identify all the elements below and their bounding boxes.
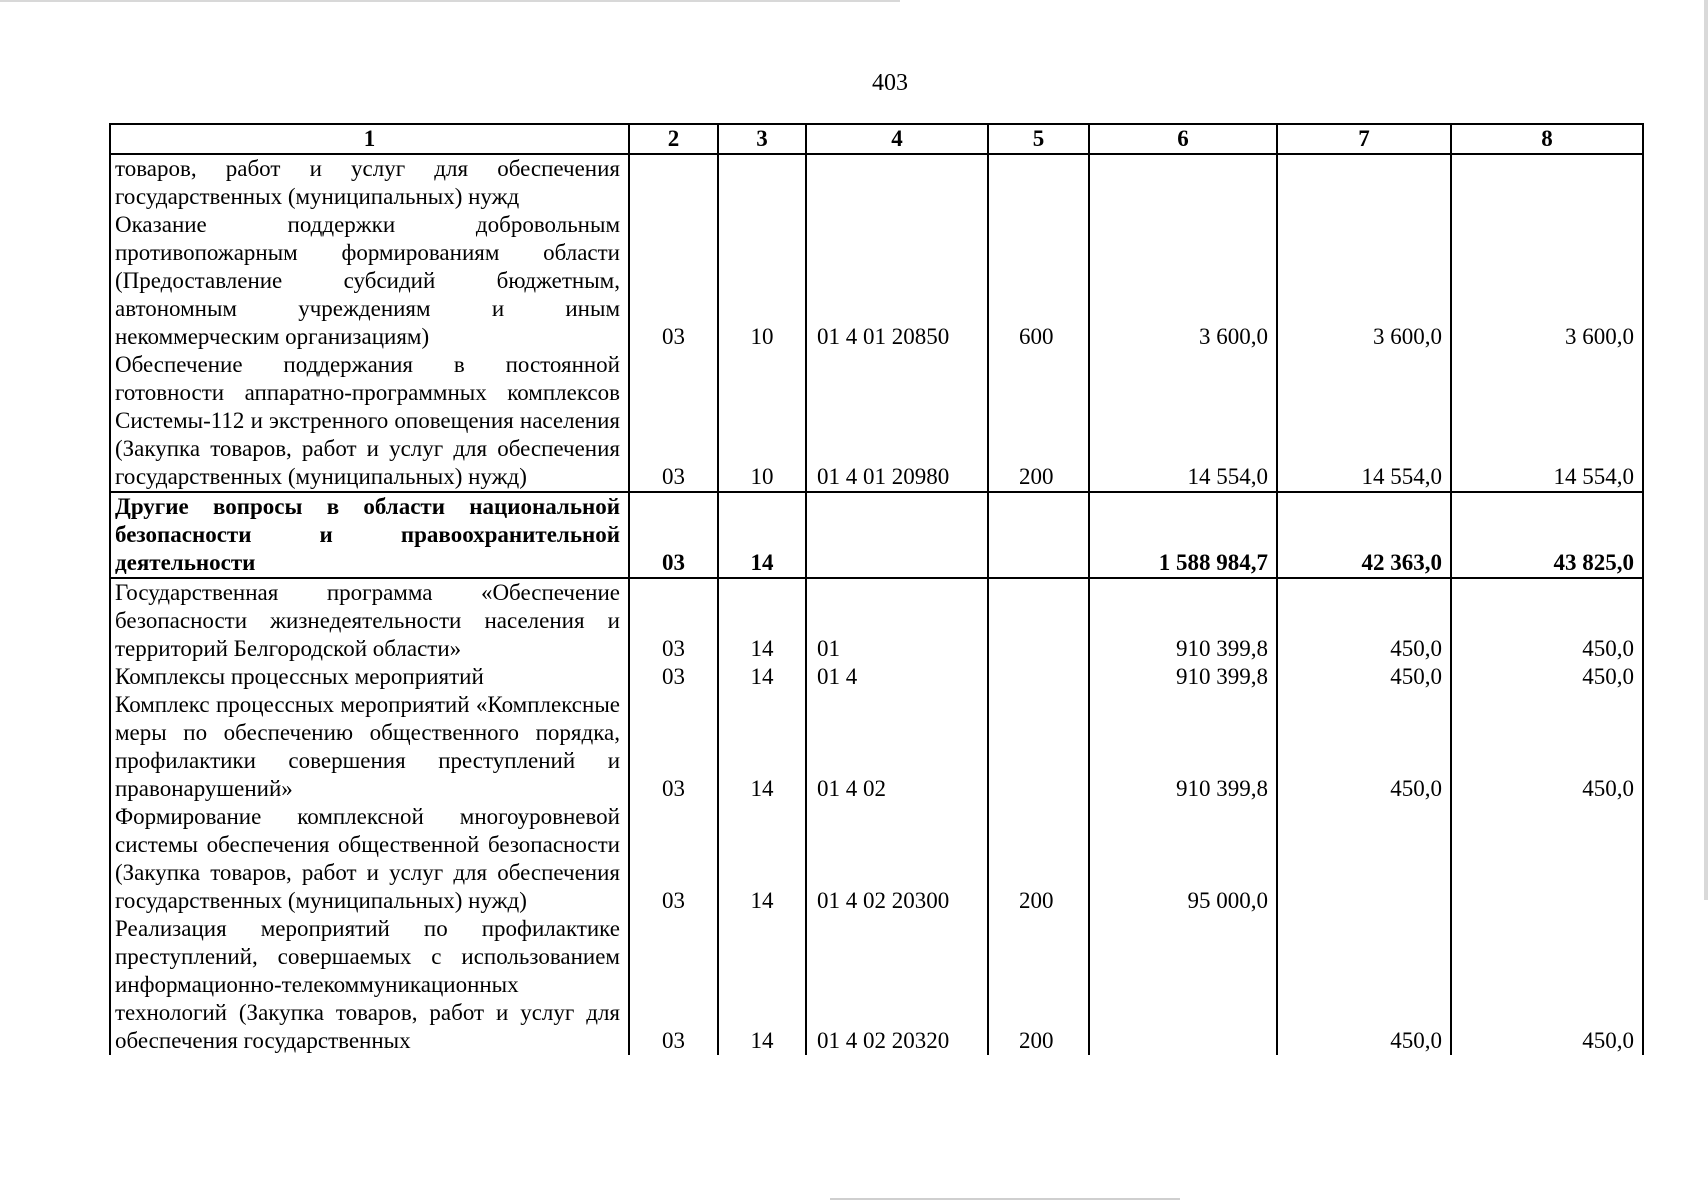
budget-table [109, 123, 1644, 1055]
row-description: Государственная программа «Обеспечение безопасности жизнедеятельности населения и территорий Белгородской области» [110, 578, 629, 663]
row-value-8: 450,0 [1451, 915, 1643, 1055]
header-col-2: 2 [629, 124, 718, 154]
scan-edge-top [0, 0, 900, 2]
row-expense-type [988, 663, 1089, 691]
table-row-section-total [110, 492, 1643, 578]
row-value-7: 450,0 [1277, 691, 1451, 803]
row-subsection: 10 [718, 211, 806, 351]
row-value-6: 14 554,0 [1089, 351, 1277, 492]
row-section: 03 [629, 663, 718, 691]
row-description: Другие вопросы в области национальной безопасности и правоохранительной деятельности [110, 492, 629, 578]
row-subsection [718, 154, 806, 211]
row-description: Реализация мероприятий по профилактике преступлений, совершаемых с использованием информационно-телекоммуникационных технологий (Закупка товаров, работ и услуг для обеспечения государственных [110, 915, 629, 1055]
row-value-8: 14 554,0 [1451, 351, 1643, 492]
row-value-8: 450,0 [1451, 663, 1643, 691]
row-target-article [806, 492, 988, 578]
row-expense-type: 200 [988, 803, 1089, 915]
row-value-8 [1451, 803, 1643, 915]
row-description: Оказание поддержки добровольным противопожарным формированиям области (Предоставление субсидий бюджетным, автономным учреждениям и иным некоммерческим организациям) [110, 211, 629, 351]
row-target-article [806, 154, 988, 211]
row-target-article: 01 4 01 20980 [806, 351, 988, 492]
row-value-7: 450,0 [1277, 663, 1451, 691]
row-value-8: 43 825,0 [1451, 492, 1643, 578]
row-description: Комплекс процессных мероприятий «Комплексные меры по обеспечению общественного порядка, профилактики совершения преступлений и правонарушений» [110, 691, 629, 803]
row-subsection: 10 [718, 351, 806, 492]
scan-edge-right [1704, 0, 1708, 900]
header-col-8: 8 [1451, 124, 1643, 154]
page-number: 403 [872, 70, 908, 96]
header-col-3: 3 [718, 124, 806, 154]
row-target-article: 01 4 02 20320 [806, 915, 988, 1055]
table-row [110, 915, 1643, 1055]
row-section: 03 [629, 211, 718, 351]
row-expense-type: 200 [988, 915, 1089, 1055]
row-value-6 [1089, 154, 1277, 211]
row-target-article: 01 4 [806, 663, 988, 691]
row-expense-type: 200 [988, 351, 1089, 492]
row-description: Комплексы процессных мероприятий [110, 663, 629, 691]
row-section: 03 [629, 803, 718, 915]
row-value-7: 14 554,0 [1277, 351, 1451, 492]
row-value-7: 3 600,0 [1277, 211, 1451, 351]
row-section: 03 [629, 351, 718, 492]
row-description: Обеспечение поддержания в постоянной готовности аппаратно-программных комплексов Системы-112 и экстренного оповещения населения (Закупка товаров, работ и услуг для обеспечения государственных (муниципальных) нужд) [110, 351, 629, 492]
table-row [110, 154, 1643, 211]
row-value-6: 910 399,8 [1089, 663, 1277, 691]
row-expense-type [988, 578, 1089, 663]
row-value-7 [1277, 803, 1451, 915]
row-value-6: 1 588 984,7 [1089, 492, 1277, 578]
row-value-6: 910 399,8 [1089, 578, 1277, 663]
row-subsection: 14 [718, 691, 806, 803]
table-row [110, 663, 1643, 691]
row-value-8: 3 600,0 [1451, 211, 1643, 351]
row-target-article: 01 4 02 20300 [806, 803, 988, 915]
row-expense-type [988, 154, 1089, 211]
row-value-7: 450,0 [1277, 915, 1451, 1055]
row-target-article: 01 4 01 20850 [806, 211, 988, 351]
row-description: Формирование комплексной многоуровневой системы обеспечения общественной безопасности (Закупка товаров, работ и услуг для обеспечения государственных (муниципальных) нужд) [110, 803, 629, 915]
row-subsection: 14 [718, 663, 806, 691]
header-col-5: 5 [988, 124, 1089, 154]
row-subsection: 14 [718, 492, 806, 578]
row-section [629, 154, 718, 211]
row-target-article: 01 [806, 578, 988, 663]
row-expense-type [988, 691, 1089, 803]
table-row [110, 351, 1643, 492]
row-expense-type [988, 492, 1089, 578]
row-target-article: 01 4 02 [806, 691, 988, 803]
row-section: 03 [629, 492, 718, 578]
row-section: 03 [629, 578, 718, 663]
row-value-7 [1277, 154, 1451, 211]
header-col-6: 6 [1089, 124, 1277, 154]
row-section: 03 [629, 691, 718, 803]
row-value-6: 910 399,8 [1089, 691, 1277, 803]
row-description: товаров, работ и услуг для обеспечения государственных (муниципальных) нужд [110, 154, 629, 211]
table-header-row [110, 124, 1643, 154]
row-section: 03 [629, 915, 718, 1055]
row-subsection: 14 [718, 803, 806, 915]
table-row [110, 211, 1643, 351]
table-row [110, 691, 1643, 803]
table-row [110, 578, 1643, 663]
header-col-1: 1 [110, 124, 629, 154]
row-value-6 [1089, 915, 1277, 1055]
row-value-6: 3 600,0 [1089, 211, 1277, 351]
table-row [110, 803, 1643, 915]
row-value-8: 450,0 [1451, 691, 1643, 803]
row-value-8: 450,0 [1451, 578, 1643, 663]
row-subsection: 14 [718, 915, 806, 1055]
header-col-4: 4 [806, 124, 988, 154]
row-subsection: 14 [718, 578, 806, 663]
row-value-7: 42 363,0 [1277, 492, 1451, 578]
row-value-6: 95 000,0 [1089, 803, 1277, 915]
header-col-7: 7 [1277, 124, 1451, 154]
row-expense-type: 600 [988, 211, 1089, 351]
row-value-7: 450,0 [1277, 578, 1451, 663]
row-value-8 [1451, 154, 1643, 211]
